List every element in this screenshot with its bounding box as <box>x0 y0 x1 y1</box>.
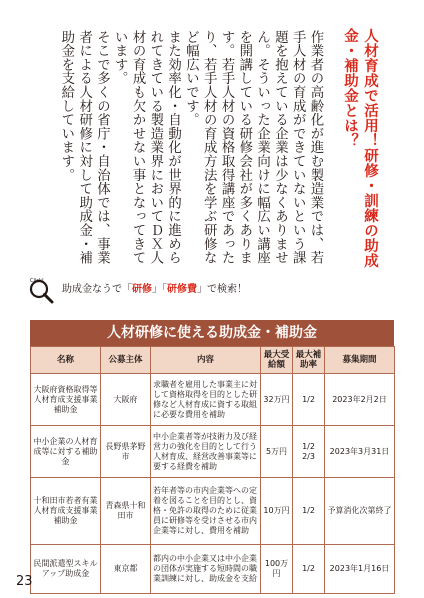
cell-content: 若年者等の市内企業等への定着を図ることを目的とし、資格・免許の取得のために従業員に研修等を受けさせる市内企業等に対し、費用を補助 <box>151 478 261 545</box>
cell-name: 大阪府資格取得等人材育成支援事業補助金 <box>31 374 101 426</box>
table-row <box>31 478 395 545</box>
cell-content: 求職者を雇用した事業主に対して資格取得を目的とした研修など人材育成に資する取組に必要な費用を補助 <box>151 374 261 426</box>
cell-amount: 32万円 <box>261 374 293 426</box>
article-body <box>24 30 324 270</box>
keyword-kenshuhi: 研修費 <box>167 284 197 295</box>
page-number: 23 <box>16 574 33 589</box>
cell-amount: 5万円 <box>261 426 293 478</box>
article-title: 人材育成で活用！研修・訓練の助成金・補助金とは？ <box>342 28 378 268</box>
cell-content: 中小企業者等が技術力及び経営力の強化を目的として行う人材育成、経営改善事業等に要する経費を補助 <box>151 426 261 478</box>
cell-org: 東京都 <box>101 545 151 594</box>
body-paragraph: そこで多くの省庁・自治体では、事業者による人材研修に対して助成金・補助金を支給しています。 <box>58 30 110 265</box>
cell-name: 民間派遣型スキルアップ助成金 <box>31 545 101 594</box>
header-org: 公募主体 <box>101 347 151 374</box>
cell-org: 大阪府 <box>101 374 151 426</box>
cell-content: 都内の中小企業又は中小企業の団体が実施する短時間の職業訓練に対し、助成金を支給 <box>151 545 261 594</box>
cell-rate: 1/2 <box>293 374 325 426</box>
header-period: 募集期間 <box>325 347 395 374</box>
cell-period: 2023年1月16日 <box>325 545 395 594</box>
search-hint <box>28 272 388 308</box>
cell-period: 予算消化次第終了 <box>325 478 395 545</box>
table-row <box>31 545 395 594</box>
body-paragraph: 作業者の高齢化が進む製造業では、若手人材の育成ができていないという課題を抱えている企業は少なくありません。そういった企業向けに幅広い講座を開講している研修会社が多くあります。若手人材の資格取得講座であったり、若手人材の育成方法を学ぶ研修など幅広いです。 <box>183 30 323 265</box>
header-rate: 最大補助率 <box>293 347 325 374</box>
table-title: 人材研修に使える助成金・補助金 <box>30 320 394 346</box>
cell-period: 2023年2月2日 <box>325 374 395 426</box>
search-caption: 助成金なうで「研修」「研修費」で検索！ <box>62 284 247 295</box>
keyword-kenshu: 研修 <box>132 284 152 295</box>
cell-name: 十和田市若者有業人材育成支援事業補助金 <box>31 478 101 545</box>
table-row <box>31 374 395 426</box>
table-header-row <box>31 347 395 374</box>
cell-amount: 100万円 <box>261 545 293 594</box>
cell-rate: 1/2 <box>293 478 325 545</box>
cell-rate: 1/2 2/3 <box>293 426 325 478</box>
cell-org: 長野県茅野市 <box>101 426 151 478</box>
cell-org: 青森県十和田市 <box>101 478 151 545</box>
header-amount: 最大受給額 <box>261 347 293 374</box>
header-content: 内容 <box>151 347 261 374</box>
click-label: Click! <box>30 278 44 284</box>
header-name: 名称 <box>31 347 101 374</box>
subsidy-table <box>30 320 394 583</box>
cell-amount: 10万円 <box>261 478 293 545</box>
cell-period: 2023年3月31日 <box>325 426 395 478</box>
cell-name: 中小企業の人材育成等に対する補助金 <box>31 426 101 478</box>
table-row <box>31 426 395 478</box>
magnifier-search-icon <box>28 278 54 304</box>
cell-rate: 1/2 <box>293 545 325 594</box>
body-paragraph: また効率化・自動化が世界的に進められてきている製造業界においてＤＸ人材の育成も欠かせない事となってきています。 <box>112 30 181 265</box>
